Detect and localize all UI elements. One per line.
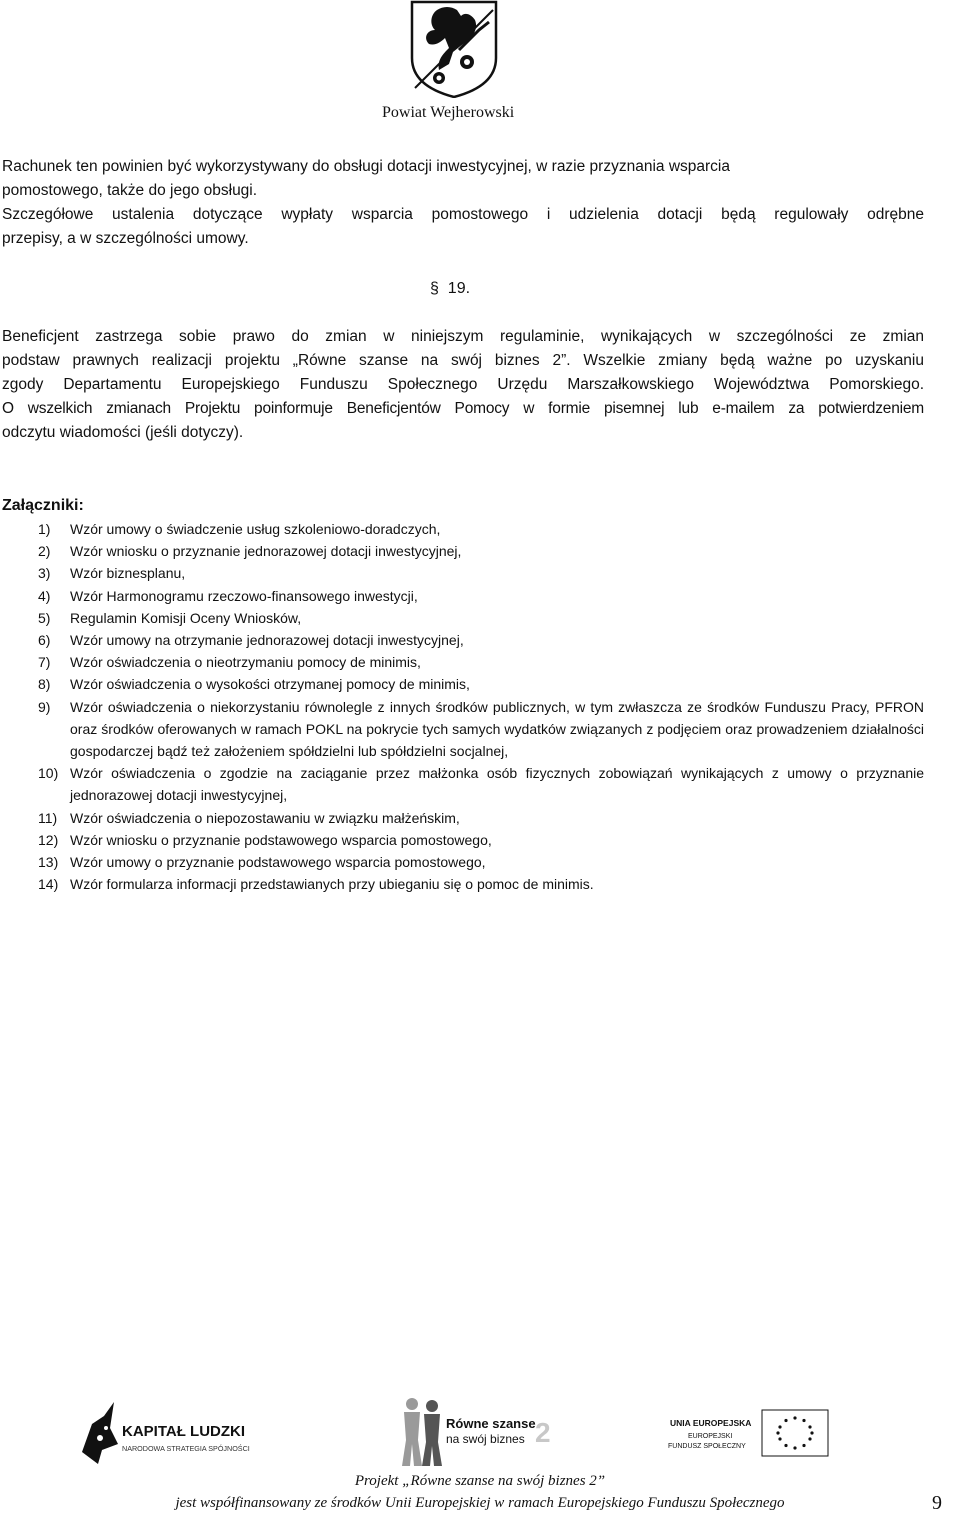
attachment-number: 12) [38, 831, 59, 848]
attachment-text: Wzór umowy o przyznanie podstawowego wsparcia pomostowego, [70, 854, 486, 871]
paragraph-settlements [2, 203, 924, 251]
kapital-ludzki-logo [82, 1402, 250, 1464]
attachment-text: Wzór formularza informacji przedstawianych przy ubieganiu się o pomoc de minimis. [70, 876, 594, 893]
attachment-item [38, 518, 924, 540]
attachment-number: 10) [38, 765, 59, 782]
project-line: Projekt „Równe szanse na swój biznes 2” [354, 1473, 606, 1489]
paragraph-line: pomostowego, także do jego obsługi. [2, 182, 258, 199]
attachment-text: Wzór oświadczenia o zgodzie na zaciąganie przez małżonka osób fizycznych zobowiązań wynikających z umowy o przyznanie jednorazowej dotacji inwestycyjnej, [70, 765, 924, 804]
attachment-text: Wzór oświadczenia o niekorzystaniu równolegle z innych środków publicznych, w tym zwłaszcza ze środków Funduszu Pracy, PFRON oraz środków oferowanych w ramach POKL na pokrycie tych samych wydatków związanych z podjęciem oraz prowadzeniem działalności gospodarczej bądź też założeniem spółdzielni lub spółdzielni socjalnej, [70, 698, 924, 760]
attachment-number: 1) [38, 521, 51, 537]
attachment-text: Wzór wniosku o przyznanie jednorazowej dotacji inwestycyjnej, [70, 543, 462, 560]
attachment-number: 5) [38, 609, 51, 626]
attachment-item [38, 562, 924, 584]
attachments-title: Załączniki: [2, 497, 84, 514]
rs-number: 2 [535, 1417, 551, 1448]
paragraph-line: Rachunek ten powinien być wykorzystywany do obsługi dotacji inwestycyjnej, w razie przyznania wsparcia [2, 158, 730, 175]
attachment-text: Wzór oświadczenia o wysokości otrzymanej pomocy de minimis, [70, 676, 470, 693]
attachment-text: Wzór biznesplanu, [70, 565, 186, 582]
attachment-number: 14) [38, 876, 59, 893]
attachment-text: Wzór Harmonogramu rzeczowo-finansowego inwestycji, [70, 587, 418, 604]
attachment-item [38, 851, 924, 873]
attachment-number: 3) [38, 565, 51, 582]
kl-title: KAPITAŁ LUDZKI [122, 1423, 246, 1440]
county-name: Powiat Wejherowski [382, 104, 515, 121]
rs-line2: na swój biznes [446, 1432, 525, 1446]
section-line: Beneficjent zastrzega sobie prawo do zmian w niniejszym regulaminie, wynikających w szczególności ze zmian [2, 328, 924, 345]
attachment-text: Wzór oświadczenia o nieotrzymaniu pomocy de minimis, [70, 654, 421, 671]
attachment-text: Wzór umowy na otrzymanie jednorazowej dotacji inwestycyjnej, [70, 632, 464, 649]
eu-line3: FUNDUSZ SPOŁECZNY [668, 1443, 746, 1450]
section-symbol: § [430, 280, 439, 297]
attachment-item [38, 873, 924, 895]
attachment-number: 13) [38, 854, 59, 871]
footer-logos [80, 1394, 840, 1468]
attachment-item [38, 829, 924, 851]
eu-line2: EUROPEJSKI [688, 1433, 733, 1440]
section-body [2, 325, 924, 445]
attachment-item [38, 607, 924, 629]
eu-line1: UNIA EUROPEJSKA [670, 1418, 752, 1428]
county-coat-of-arms [409, 0, 499, 98]
attachment-number: 9) [38, 698, 51, 715]
section-line: podstaw prawnych realizacji projektu „Równe szanse na swój biznes 2”. Wszelkie zmiany będą ważne po uzyskaniu [2, 352, 924, 369]
rowne-szanse-logo [402, 1398, 551, 1466]
attachment-item [38, 762, 924, 806]
attachments-list [38, 518, 924, 895]
attachment-number: 4) [38, 587, 51, 604]
paragraph-line: Szczegółowe ustalenia dotyczące wypłaty wsparcia pomostowego i udzielenia dotacji będą regulowały odrębne [2, 206, 924, 223]
attachment-number: 7) [38, 654, 51, 671]
funding-line: jest współfinansowany ze środków Unii Europejskiej w ramach Europejskiego Funduszu Społecznego [175, 1495, 785, 1511]
attachment-item [38, 585, 924, 607]
attachment-item [38, 540, 924, 562]
section-heading [430, 280, 470, 298]
section-number: 19. [447, 280, 471, 297]
paragraph-line: przepisy, a w szczególności umowy. [2, 230, 249, 247]
section-line: zgody Departamentu Europejskiego Funduszu Społecznego Urzędu Marszałkowskiego Województwa Pomorskiego. [2, 376, 924, 393]
attachment-item [38, 651, 924, 673]
section-line: O wszelkich zmianach Projektu poinformuje Beneficjentów Pomocy w formie pisemnej lub e-mailem za potwierdzeniem [2, 400, 924, 417]
eu-logo [668, 1410, 828, 1456]
attachment-text: Wzór umowy o świadczenie usług szkoleniowo-doradczych, [70, 521, 441, 537]
attachment-item [38, 629, 924, 651]
attachment-text: Regulamin Komisji Oceny Wniosków, [70, 609, 302, 626]
rs-line1: Równe szanse [446, 1416, 536, 1431]
footer-text [0, 1470, 960, 1514]
attachment-text: Wzór oświadczenia o niepozostawaniu w związku małżeńskim, [70, 809, 460, 826]
attachment-item [38, 696, 924, 763]
attachment-number: 2) [38, 543, 51, 560]
page-number: 9 [932, 1492, 942, 1514]
attachment-number: 6) [38, 632, 51, 649]
attachment-item [38, 673, 924, 695]
section-line: odczytu wiadomości (jeśli dotyczy). [2, 424, 244, 441]
attachment-text: Wzór wniosku o przyznanie podstawowego wsparcia pomostowego, [70, 831, 492, 848]
paragraph-account [2, 155, 924, 203]
attachment-item [38, 807, 924, 829]
kl-subtitle: NARODOWA STRATEGIA SPÓJNOŚCI [122, 1444, 250, 1453]
attachment-number: 11) [38, 809, 58, 826]
attachment-number: 8) [38, 676, 51, 693]
